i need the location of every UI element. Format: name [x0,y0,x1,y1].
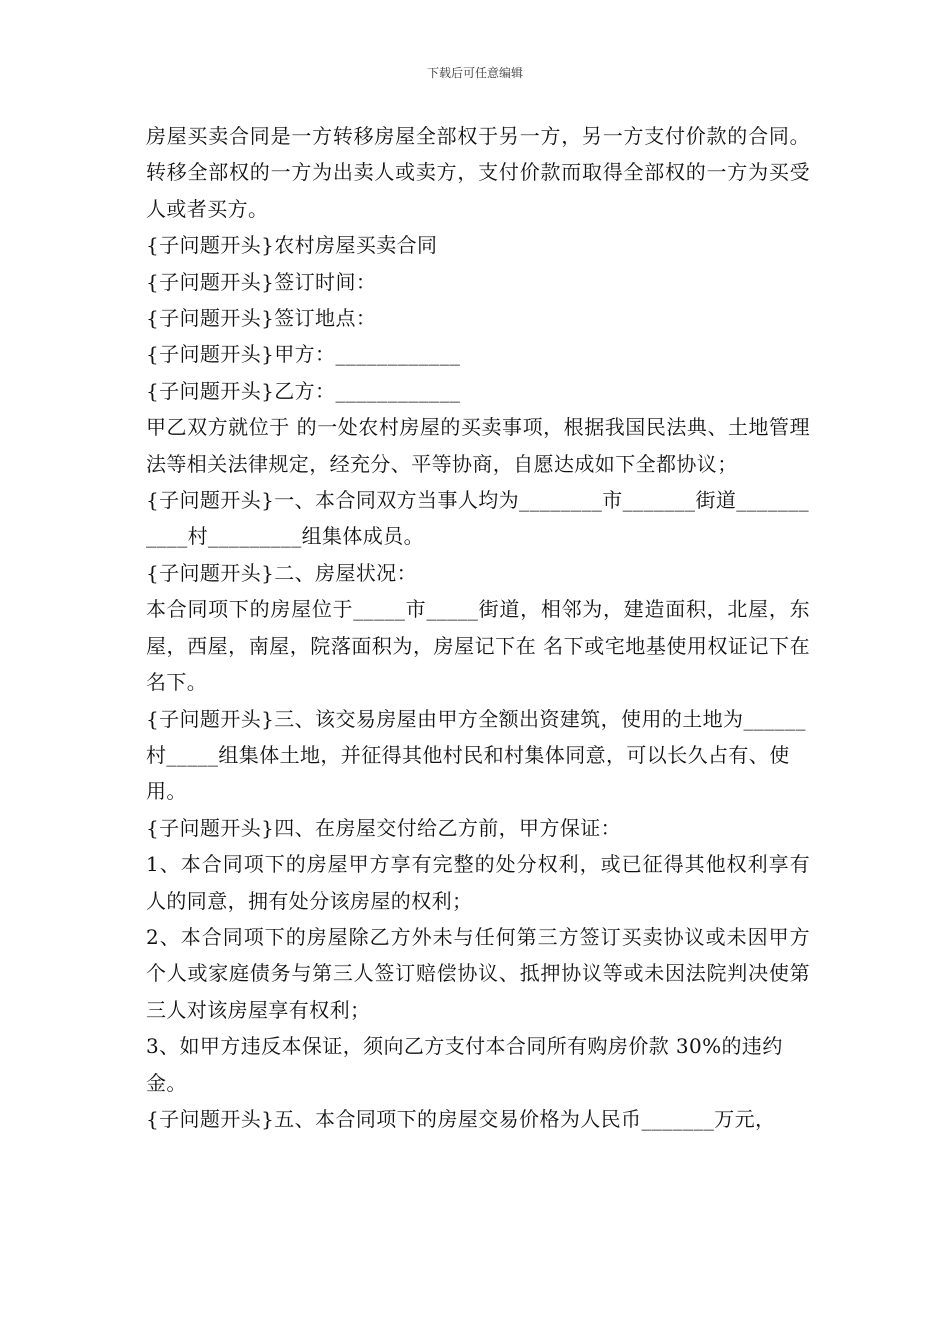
page-header-note: 下载后可任意编辑 [426,66,523,80]
agreement-preamble: 甲乙双方就位于 的一处农村房屋的买卖事项，根据我国民法典、土地管理法等相关法律规定，经充分、平等协商，自愿达成如下全都协议； [146,415,810,476]
document-body [146,118,817,1137]
party-a: {子问题开头}甲方：____________ [146,342,461,367]
clause-4-item-2: 2、本合同项下的房屋除乙方外未与任何第三方签订买卖协议或未因甲方个人或家庭债务与第三人签订赔偿协议、抵押协议等或未因法院判决使第三人对该房屋享有权利； [146,924,810,1022]
signing-place: {子问题开头}签订地点： [146,306,377,331]
clause-1: {子问题开头}一、本合同双方当事人均为________市_______街道___________村_________组集体成员。 [146,488,810,549]
signing-time: {子问题开头}签订时间： [146,269,377,294]
clause-2-body: 本合同项下的房屋位于_____市_____街道，相邻为，建造面积，北屋，东屋，西屋，南屋，院落面积为，房屋记下在 名下或宅地基使用权证记下在 名下。 [146,597,817,695]
party-b: {子问题开头}乙方：____________ [146,378,461,403]
clause-2-heading: {子问题开头}二、房屋状况： [146,560,418,585]
contract-title: {子问题开头}农村房屋买卖合同 [146,233,438,258]
clause-4-heading: {子问题开头}四、在房屋交付给乙方前，甲方保证： [146,815,622,840]
clause-3: {子问题开头}三、该交易房屋由甲方全额出资建筑，使用的土地为______村_____组集体土地，并征得其他村民和村集体同意，可以长久占有、使用。 [146,706,806,804]
intro-paragraph: 房屋买卖合同是一方转移房屋全部权于另一方，另一方支付价款的合同。转移全部权的一方为出卖人或卖方，支付价款而取得全部权的一方为买受人或者买方。 [146,124,810,221]
clause-4-item-3: 3、如甲方违反本保证，须向乙方支付本合同所有购房价款 30%的违约金。 [146,1034,783,1095]
clause-4-item-1: 1、本合同项下的房屋甲方享有完整的处分权利，或已征得其他权利享有人的同意，拥有处分该房屋的权利； [146,852,810,913]
clause-5: {子问题开头}五、本合同项下的房屋交易价格为人民币_______万元， [146,1106,776,1131]
